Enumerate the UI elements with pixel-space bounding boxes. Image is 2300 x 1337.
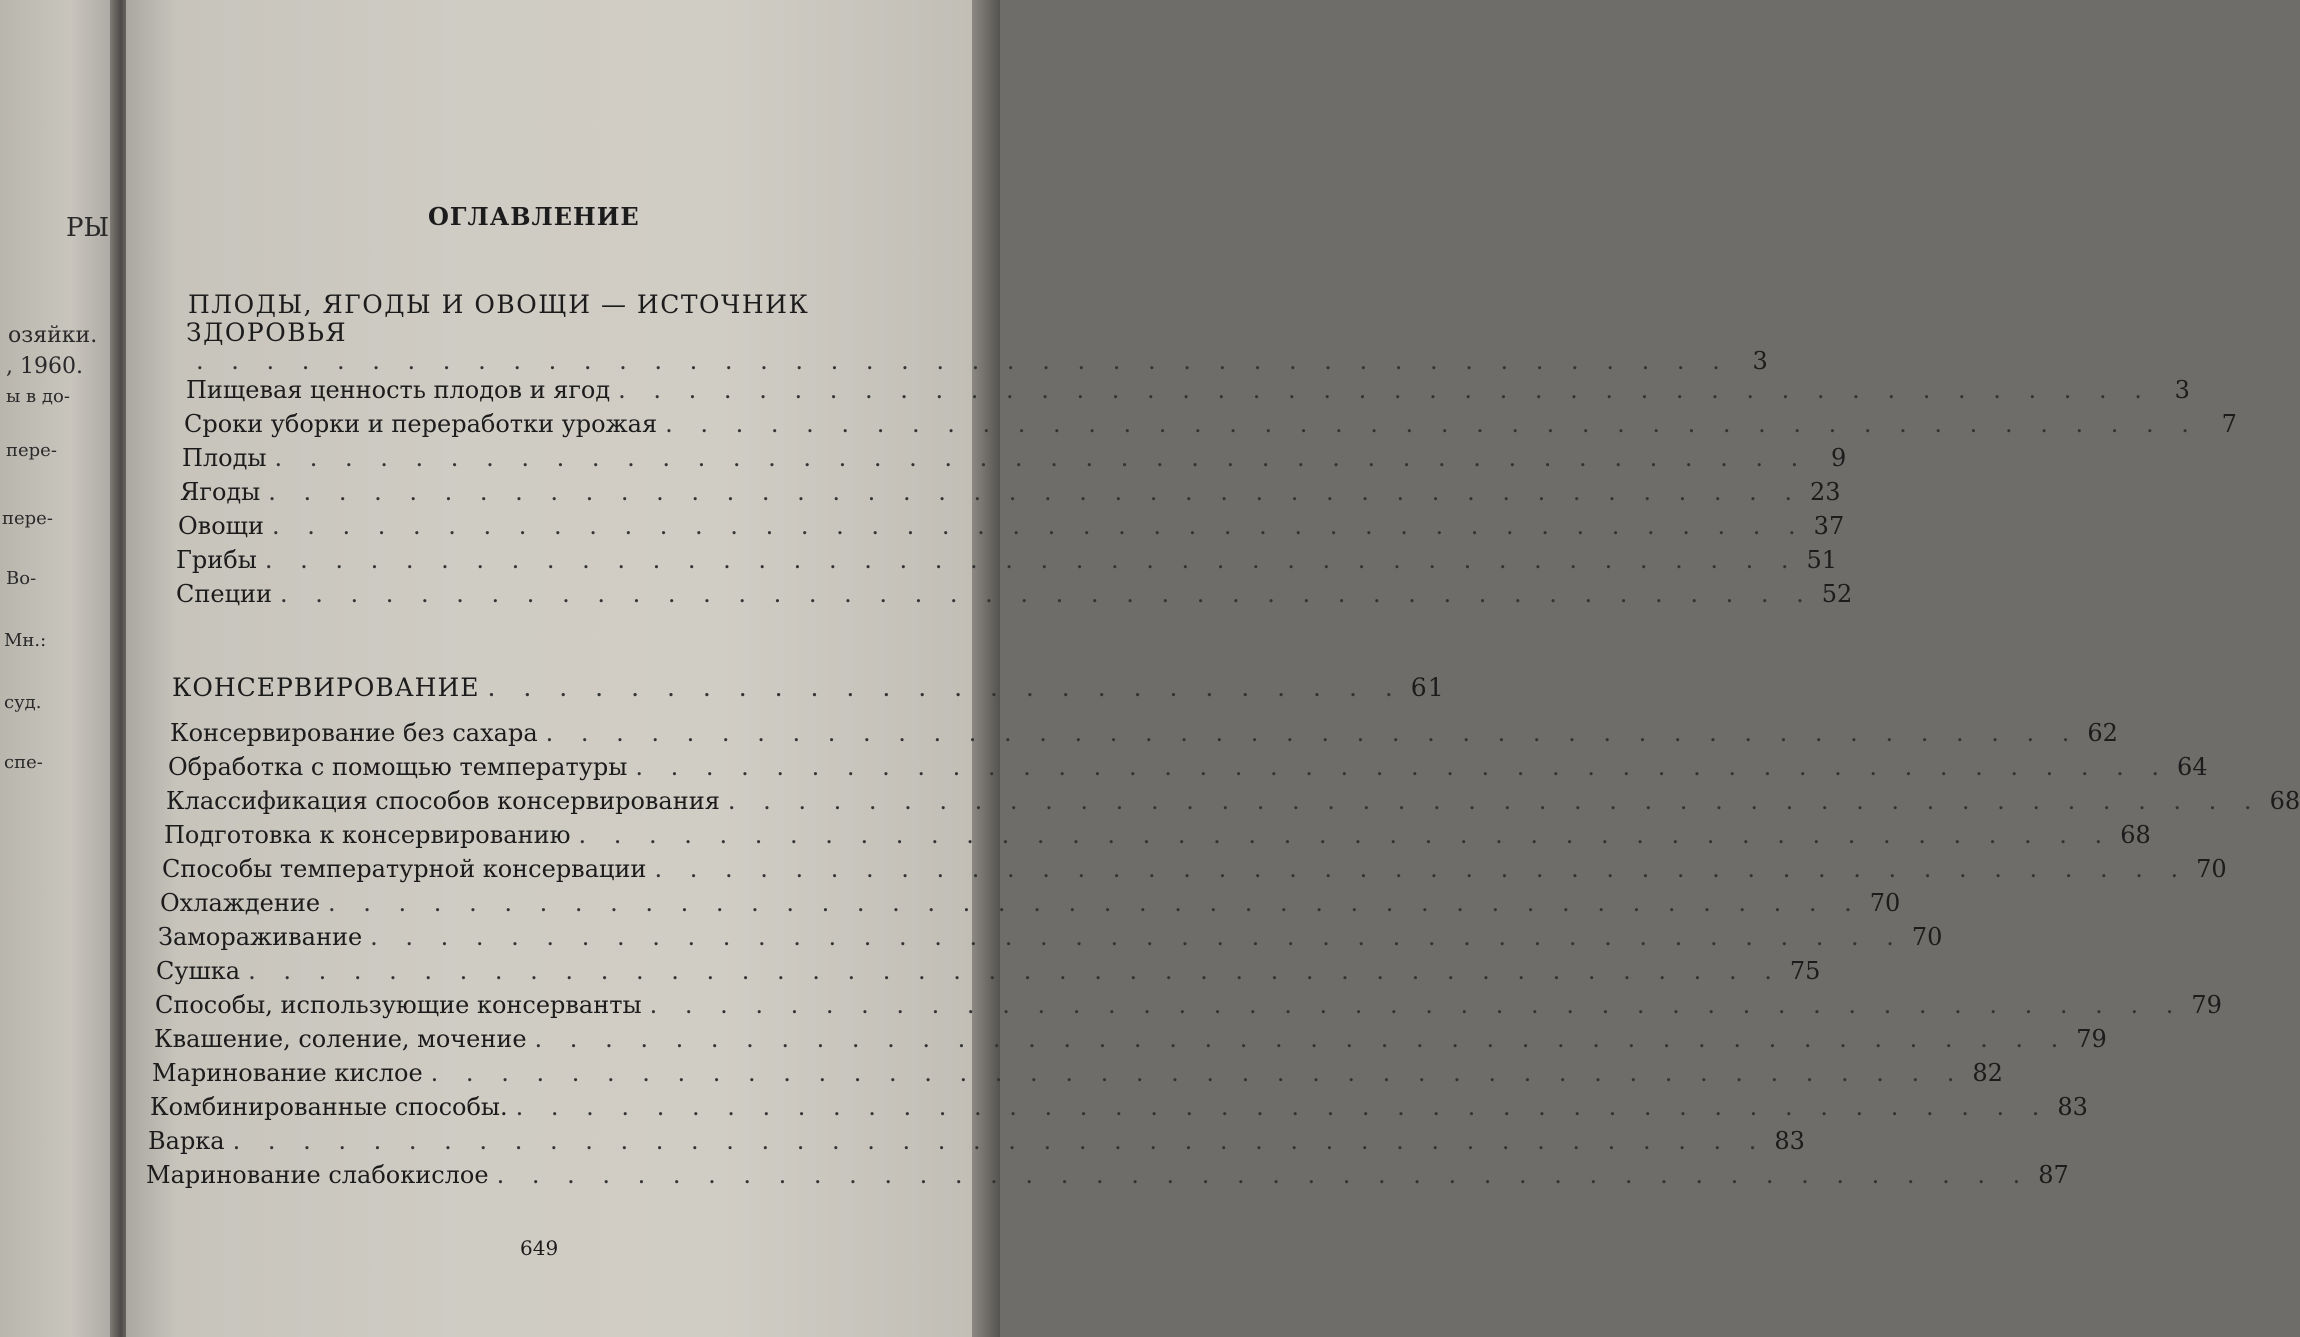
toc-entry bbox=[166, 787, 2300, 815]
entry-page: 79 bbox=[2191, 991, 2222, 1019]
entry-leader: . . . . . . . . . . . . . . . . . . . . . . . . . . . . . . . . . . . . . . . . . . . . bbox=[665, 410, 2199, 438]
toc-entry bbox=[176, 580, 1853, 608]
entry-title: Классификация способов консервирования bbox=[166, 787, 720, 815]
left-fragment: озяйки. bbox=[8, 323, 98, 348]
entry-page: 7 bbox=[2221, 410, 2237, 438]
toc-entry bbox=[164, 821, 2151, 849]
entry-title: Ягоды bbox=[180, 478, 261, 506]
toc-entry bbox=[184, 410, 2237, 438]
toc-entry bbox=[180, 478, 1841, 506]
toc-entry bbox=[176, 546, 1838, 574]
toc-entry bbox=[152, 1059, 2003, 1087]
entry-leader: . . . . . . . . . . . . . . . . . . . . . . . . . . . . . . . . . . . . . . . . . . . . bbox=[649, 991, 2184, 1019]
entry-leader: . . . . . . . . . . . . . . . . . . . . . . . . . . . . . . . . . . . . . . . . . . . . bbox=[196, 347, 1730, 375]
entry-page: 23 bbox=[1810, 478, 1841, 506]
entry-title: Охлаждение bbox=[160, 889, 321, 917]
entry-page: 68 bbox=[2269, 787, 2300, 815]
entry-leader: . . . . . . . . . . . . . . . . . . . . . . . . . . . . . . . . . . . . . . . . . . . . bbox=[654, 855, 2189, 883]
entry-leader: . . . . . . . . . . . . . . . . . . . . . . . . . . . . . . . . . . . . . . . . . . . . bbox=[635, 753, 2170, 781]
entry-leader: . . . . . . . . . . . . . . . . . . . . . . . . . . . . . . . . . . . . . . . . . . . . bbox=[618, 376, 2152, 404]
page-number: 649 bbox=[520, 1236, 559, 1260]
left-page bbox=[0, 0, 118, 1337]
entry-page: 52 bbox=[1821, 580, 1853, 608]
entry-page: 70 bbox=[1911, 923, 1943, 951]
toc-entry bbox=[150, 1093, 2088, 1121]
entry-leader: . . . . . . . . . . . . . . . . . . . . . . . . . . . . . . . . . . . . . . . . . . . . bbox=[545, 719, 2080, 747]
entry-title: Способы температурной консервации bbox=[162, 855, 647, 883]
entry-title: Пищевая ценность плодов и ягод bbox=[186, 376, 611, 404]
entry-title: Замораживание bbox=[158, 923, 363, 951]
entry-leader: . . . . . . . . . . . . . . . . . . . . . . . . . . . . . . . . . . . . . . . . . . . . bbox=[727, 787, 2262, 815]
toc-entry bbox=[188, 347, 1768, 375]
left-fragment: РЫ bbox=[66, 213, 110, 243]
entry-leader: . . . . . . . . . . . . . . . . . . . . . . . . . . . . . . . . . . . . . . . . . . . . bbox=[496, 1161, 2031, 1189]
entry-page: 3 bbox=[1752, 347, 1768, 375]
entry-leader: . . . . . . . . . . . . . . . . . . . . . . . . . . bbox=[487, 673, 1403, 702]
entry-leader: . . . . . . . . . . . . . . . . . . . . . . . . . . . . . . . . . . . . . . . . . . . . bbox=[534, 1025, 2069, 1053]
entry-title: Сушка bbox=[156, 957, 241, 985]
entry-page: 3 bbox=[2174, 376, 2190, 404]
entry-page: 9 bbox=[1830, 444, 1847, 472]
entry-leader: . . . . . . . . . . . . . . . . . . . . . . . . . . . . . . . . . . . . . . . . . . . . bbox=[274, 444, 1809, 472]
left-fragment: пере- bbox=[2, 508, 53, 529]
left-fragment: Во- bbox=[6, 568, 37, 589]
entry-page: 70 bbox=[1869, 889, 1901, 917]
entry-page: 79 bbox=[2076, 1025, 2107, 1053]
toc-entry bbox=[168, 753, 2208, 781]
entry-page: 51 bbox=[1806, 546, 1838, 574]
entry-title: Сроки уборки и переработки урожая bbox=[184, 410, 658, 438]
entry-title: Консервирование без сахара bbox=[170, 719, 538, 747]
entry-leader: . . . . . . . . . . . . . . . . . . . . . . . . . . . . . . . . . . . . . . . . . . . . bbox=[248, 957, 1782, 985]
entry-page: 75 bbox=[1789, 957, 1821, 985]
toc-entry bbox=[146, 1161, 2069, 1189]
entry-title: Маринование кислое bbox=[152, 1059, 423, 1087]
entry-title: Специи bbox=[176, 580, 272, 608]
left-fragment: суд. bbox=[4, 692, 42, 713]
toc-entry bbox=[160, 889, 1901, 917]
left-fragment: пере- bbox=[6, 440, 57, 461]
toc-entry bbox=[170, 719, 2118, 747]
entry-page: 70 bbox=[2196, 855, 2227, 883]
toc-entry bbox=[158, 923, 1943, 951]
entry-title: Плоды bbox=[182, 444, 267, 472]
entry-leader: . . . . . . . . . . . . . . . . . . . . . . . . . . . . . . . . . . . . . . . . . . . . bbox=[280, 580, 1814, 608]
entry-page: 68 bbox=[2120, 821, 2151, 849]
entry-title: Овощи bbox=[178, 512, 264, 540]
entry-title: КОНСЕРВИРОВАНИЕ bbox=[172, 673, 480, 702]
left-fragment: спе- bbox=[4, 752, 43, 773]
entry-title: Подготовка к консервированию bbox=[164, 821, 571, 849]
entry-leader: . . . . . . . . . . . . . . . . . . . . . . . . . . . . . . . . . . . . . . . . . . . . bbox=[430, 1059, 1965, 1087]
entry-page: 61 bbox=[1410, 673, 1445, 702]
left-fragment: Мн.: bbox=[4, 630, 47, 651]
entry-leader: . . . . . . . . . . . . . . . . . . . . . . . . . . . . . . . . . . . . . . . . . . . . bbox=[370, 923, 1904, 951]
entry-page: 62 bbox=[2087, 719, 2118, 747]
entry-leader: . . . . . . . . . . . . . . . . . . . . . . . . . . . . . . . . . . . . . . . . . . . . bbox=[268, 478, 1803, 506]
entry-title: Варка bbox=[148, 1127, 225, 1155]
entry-page: 83 bbox=[2057, 1093, 2088, 1121]
toc-entry bbox=[156, 957, 1821, 985]
toc-entry bbox=[148, 1127, 1805, 1155]
page-title: ОГЛАВЛЕНИЕ bbox=[428, 202, 640, 231]
entry-title: Комбинированные способы. bbox=[150, 1093, 508, 1121]
entry-page: 82 bbox=[1972, 1059, 2003, 1087]
entry-leader: . . . . . . . . . . . . . . . . . . . . . . . . . . . . . . . . . . . . . . . . . . . . bbox=[515, 1093, 2050, 1121]
entry-title: Грибы bbox=[176, 546, 257, 574]
entry-leader: . . . . . . . . . . . . . . . . . . . . . . . . . . . . . . . . . . . . . . . . . . . . bbox=[264, 546, 1799, 574]
toc-entry bbox=[162, 855, 2227, 883]
entry-title: Маринование слабокислое bbox=[146, 1161, 489, 1189]
toc-entry bbox=[186, 376, 2190, 404]
section-heading: ЗДОРОВЬЯ bbox=[186, 318, 348, 347]
left-fragment: ы в до- bbox=[6, 386, 70, 407]
entry-title: Обработка с помощью температуры bbox=[168, 753, 628, 781]
entry-leader: . . . . . . . . . . . . . . . . . . . . . . . . . . . . . . . . . . . . . . . . . . . . bbox=[328, 889, 1862, 917]
entry-title: Квашение, соление, мочение bbox=[154, 1025, 527, 1053]
toc-entry bbox=[154, 1025, 2107, 1053]
entry-leader: . . . . . . . . . . . . . . . . . . . . . . . . . . . . . . . . . . . . . . . . . . . . bbox=[232, 1127, 1767, 1155]
section-heading-entry bbox=[172, 673, 1445, 702]
entry-title: Способы, использующие консерванты bbox=[155, 991, 642, 1019]
toc-entry bbox=[178, 512, 1845, 540]
entry-leader: . . . . . . . . . . . . . . . . . . . . . . . . . . . . . . . . . . . . . . . . . . . . bbox=[271, 512, 1806, 540]
entry-page: 87 bbox=[2038, 1161, 2069, 1189]
entry-page: 37 bbox=[1813, 512, 1845, 540]
entry-page: 64 bbox=[2177, 753, 2208, 781]
entry-leader: . . . . . . . . . . . . . . . . . . . . . . . . . . . . . . . . . . . . . . . . . . . . bbox=[578, 821, 2113, 849]
left-fragment: , 1960. bbox=[6, 354, 83, 379]
toc-entry bbox=[155, 991, 2222, 1019]
entry-page: 83 bbox=[1774, 1127, 1805, 1155]
toc-entry bbox=[182, 444, 1847, 472]
section-heading: ПЛОДЫ, ЯГОДЫ И ОВОЩИ — ИСТОЧНИК bbox=[188, 290, 810, 319]
